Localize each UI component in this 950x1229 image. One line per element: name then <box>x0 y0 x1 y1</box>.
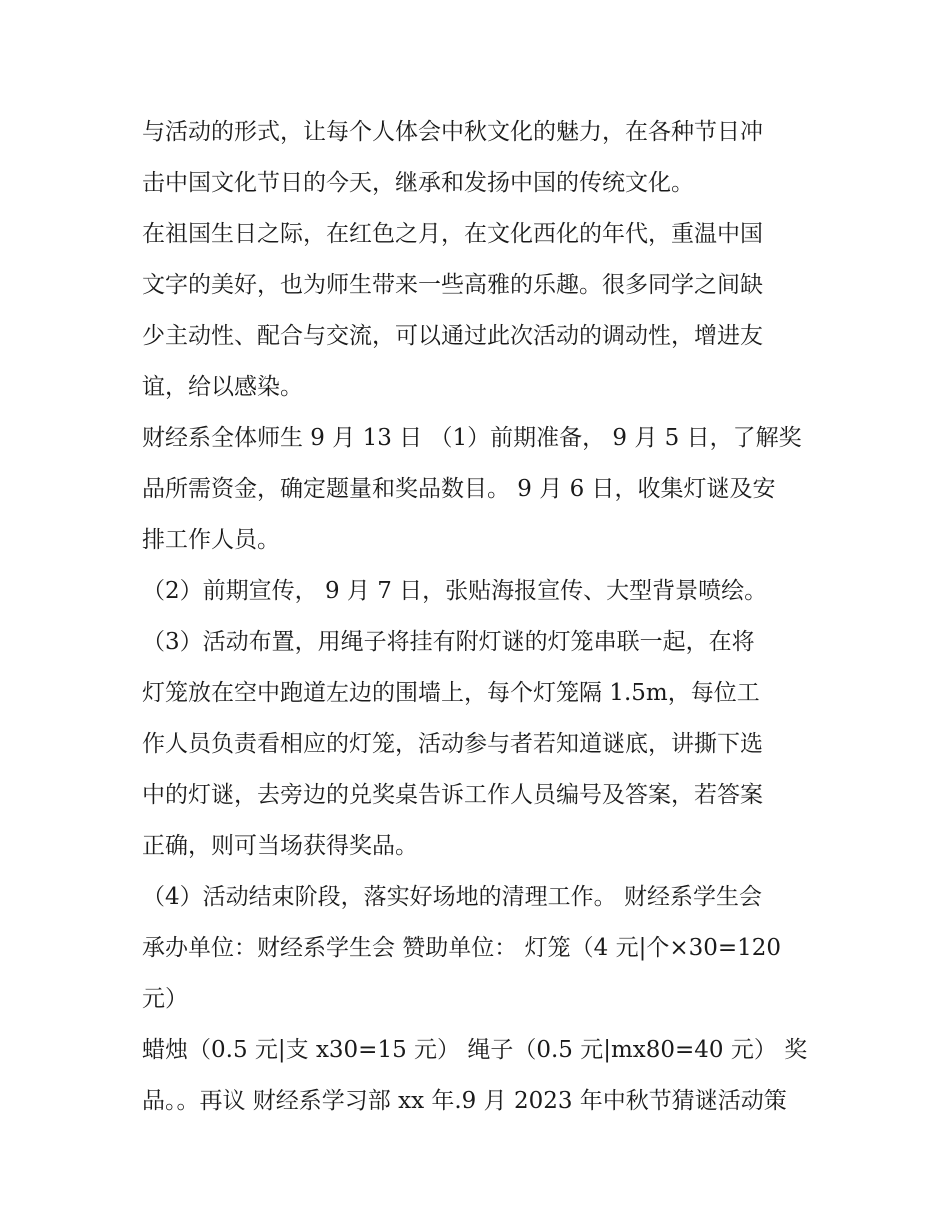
text-line: 中的灯谜，去旁边的兑奖桌告诉工作人员编号及答案，若答案 <box>142 782 763 808</box>
text-line: 正确，则可当场获得奖品。 <box>142 833 418 859</box>
text-line: 承办单位：财经系学生会 赞助单位： 灯笼（4 元|个×30=120 <box>142 935 782 961</box>
text-line: 谊，给以感染。 <box>142 374 303 400</box>
text-line: 灯笼放在空中跑道左边的围墙上，每个灯笼隔 1.5m，每位工 <box>142 680 760 706</box>
text-line: 作人员负责看相应的灯笼，活动参与者若知道谜底，讲撕下选 <box>142 731 763 757</box>
text-line: 少主动性、配合与交流，可以通过此次活动的调动性，增进友 <box>142 323 763 349</box>
text-line: （2）前期宣传， 9 月 7 日，张贴海报宣传、大型背景喷绘。 <box>142 578 768 604</box>
document-body <box>142 107 822 1127</box>
text-line: 品所需资金，确定题量和奖品数目。 9 月 6 日，收集灯谜及安 <box>142 476 776 502</box>
text-line: 品。。再议 财经系学习部 xx 年.9 月 2023 年中秋节猜谜活动策 <box>142 1088 787 1114</box>
text-line: 在祖国生日之际，在红色之月，在文化西化的年代，重温中国 <box>142 221 763 247</box>
text-line: 排工作人员。 <box>142 527 280 553</box>
text-line: 元） <box>142 986 188 1012</box>
text-line: （3）活动布置，用绳子将挂有附灯谜的灯笼串联一起，在将 <box>142 629 755 655</box>
text-line: 蜡烛（0.5 元|支 x30=15 元） 绳子（0.5 元|mx80=40 元） 奖 <box>142 1037 808 1063</box>
text-line: 与活动的形式，让每个人体会中秋文化的魅力，在各种节日冲 <box>142 119 763 145</box>
text-line: 文字的美好，也为师生带来一些高雅的乐趣。很多同学之间缺 <box>142 272 763 298</box>
text-line: 财经系全体师生 9 月 13 日 （1）前期准备， 9 月 5 日，了解奖 <box>142 425 802 451</box>
text-line: （4）活动结束阶段，落实好场地的清理工作。 财经系学生会 <box>142 884 762 910</box>
text-line: 击中国文化节日的今天，继承和发扬中国的传统文化。 <box>142 170 694 196</box>
